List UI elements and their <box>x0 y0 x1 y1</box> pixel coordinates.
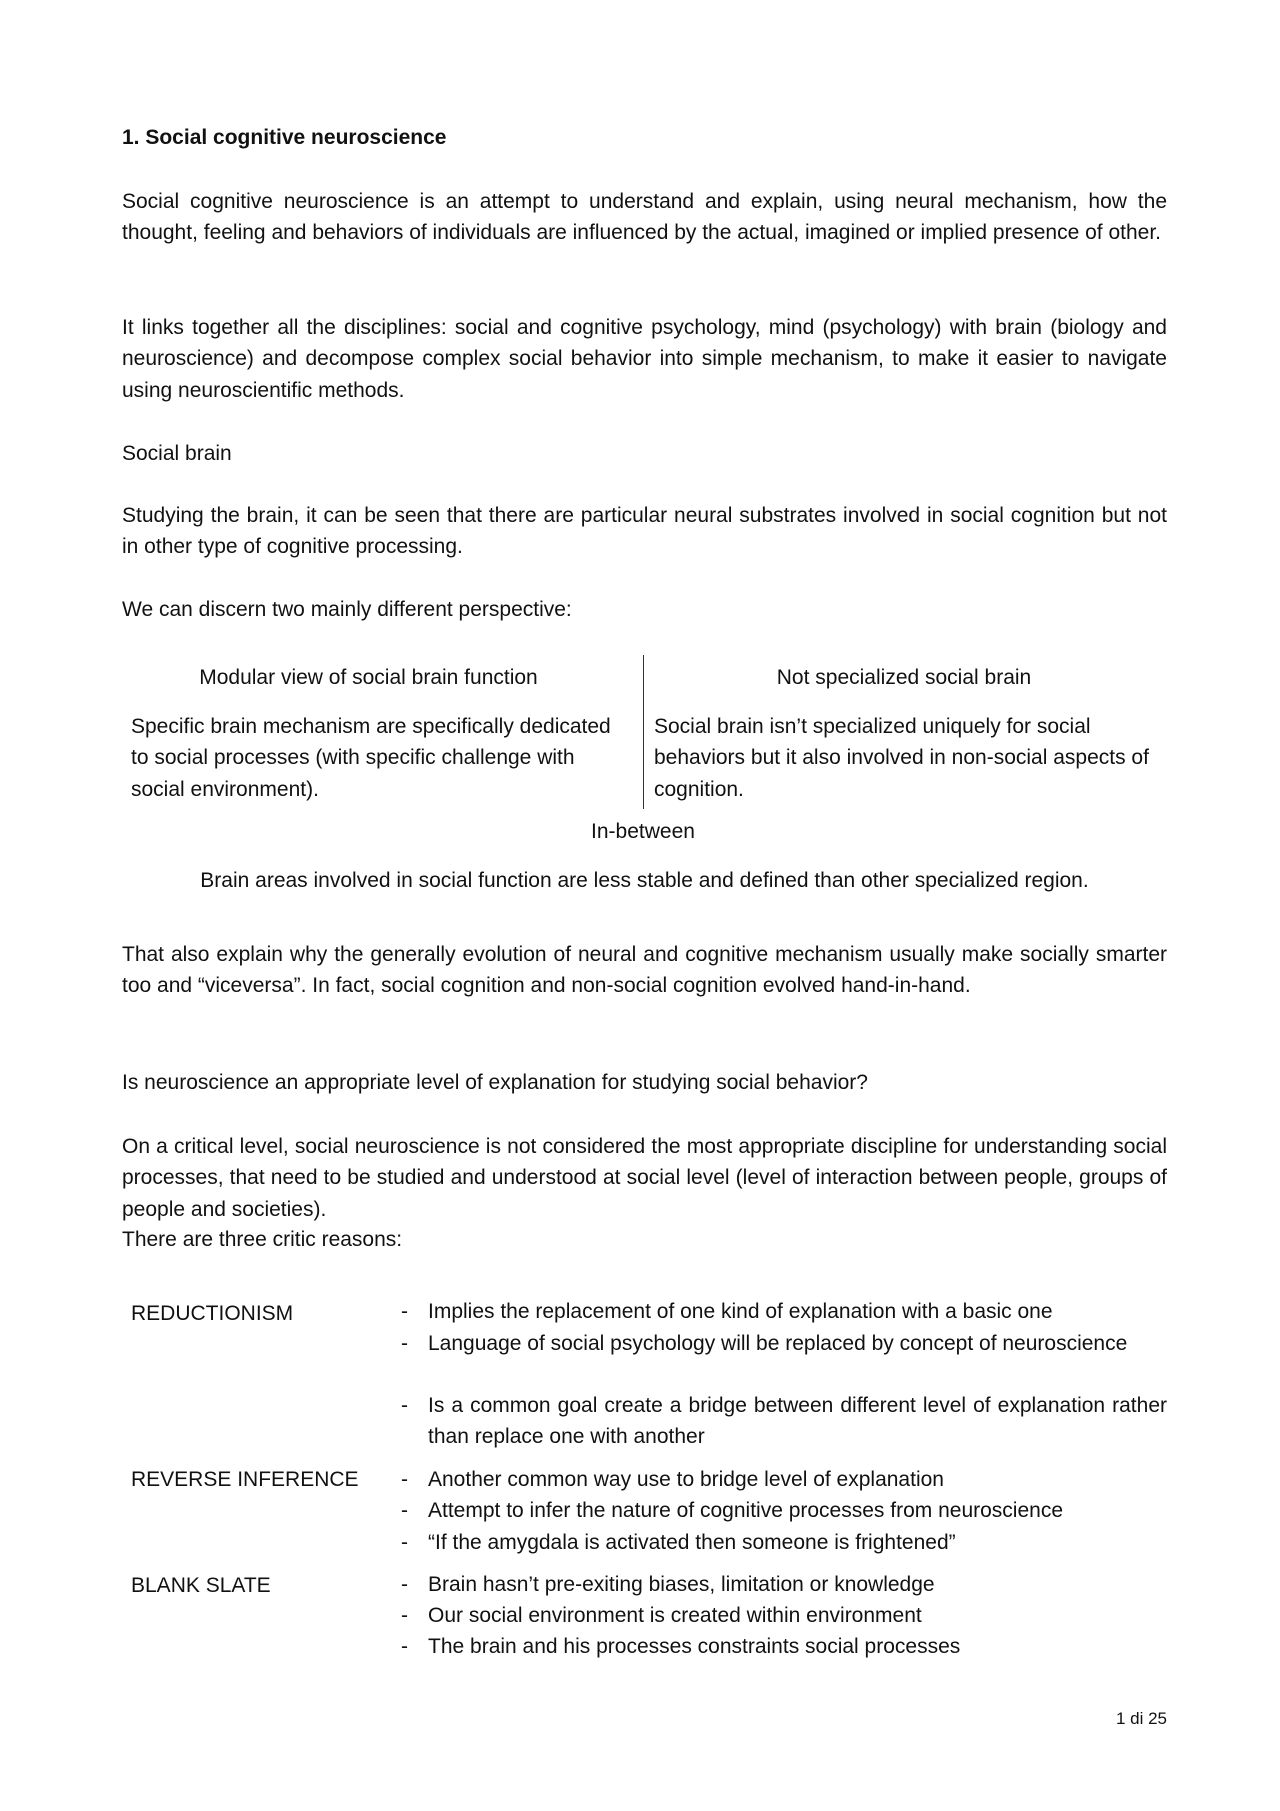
bullet-dash: - <box>401 1394 408 1417</box>
bullet-dash: - <box>401 1531 408 1554</box>
bullet: Another common way use to bridge level of explanation <box>428 1468 944 1491</box>
left-column-title: Modular view of social brain function <box>199 666 538 689</box>
bullet: Language of social psychology will be replaced by concept of neuroscience <box>428 1332 1128 1355</box>
in-between-title: In-between <box>591 820 695 843</box>
paragraph: There are three critic reasons: <box>122 1228 403 1251</box>
paragraph: It links together all the disciplines: social and cognitive psychology, mind (psychology) with brain (biology and neuroscience) and decompose complex social behavior into simple mechanism, to make it easier to navigate using neuroscientific methods. <box>122 316 1167 402</box>
paragraph: We can discern two mainly different perspective: <box>122 598 572 621</box>
right-column-title: Not specialized social brain <box>776 666 1032 689</box>
page-number: 1 di 25 <box>1115 1709 1167 1728</box>
right-column-body: Social brain isn’t specialized uniquely for social behaviors but it also involved in non-social aspects of cognition. <box>654 715 1149 801</box>
bullet-dash: - <box>401 1300 408 1323</box>
bullet: Brain hasn’t pre-exiting biases, limitation or knowledge <box>428 1573 935 1596</box>
reason-label: REVERSE INFERENCE <box>131 1468 359 1491</box>
bullet-dash: - <box>401 1573 408 1596</box>
bullet-dash: - <box>401 1635 408 1658</box>
bullet: The brain and his processes constraints social processes <box>428 1635 961 1658</box>
paragraph: Is neuroscience an appropriate level of explanation for studying social behavior? <box>122 1071 868 1094</box>
section-heading: 1. Social cognitive neuroscience <box>122 126 447 149</box>
bullet: Our social environment is created within environment <box>428 1604 922 1627</box>
reason-label: BLANK SLATE <box>131 1574 271 1597</box>
reason-label: REDUCTIONISM <box>131 1302 294 1325</box>
left-column-body: Specific brain mechanism are specifically dedicated to social processes (with specific challenge with social environment). <box>131 715 611 801</box>
paragraph: Studying the brain, it can be seen that there are particular neural substrates involved in social cognition but not in other type of cognitive processing. <box>122 504 1167 559</box>
bullet-dash: - <box>401 1604 408 1627</box>
bullet: “If the amygdala is activated then someone is frightened” <box>428 1531 956 1554</box>
column-divider <box>643 655 644 809</box>
paragraph: Social cognitive neuroscience is an attempt to understand and explain, using neural mechanism, how the thought, feeling and behaviors of individuals are influenced by the actual, imagined or implied presence of other. <box>122 190 1167 245</box>
bullet-dash: - <box>401 1499 408 1522</box>
subheading: Social brain <box>122 442 232 465</box>
bullet: Is a common goal create a bridge between different level of explanation rather than replace one with another <box>428 1394 1167 1449</box>
bullet-dash: - <box>401 1332 408 1355</box>
bullet: Implies the replacement of one kind of explanation with a basic one <box>428 1300 1053 1323</box>
bullet: Attempt to infer the nature of cognitive processes from neuroscience <box>428 1499 1063 1522</box>
bullet-dash: - <box>401 1468 408 1491</box>
in-between-body: Brain areas involved in social function are less stable and defined than other specialized region. <box>200 869 1089 892</box>
paragraph: That also explain why the generally evolution of neural and cognitive mechanism usually make socially smarter too and “viceversa”. In fact, social cognition and non-social cognition evolved hand-in-hand. <box>122 943 1167 998</box>
paragraph: On a critical level, social neuroscience is not considered the most appropriate discipline for understanding social processes, that need to be studied and understood at social level (level of interaction between people, groups of people and societies). <box>122 1135 1167 1221</box>
